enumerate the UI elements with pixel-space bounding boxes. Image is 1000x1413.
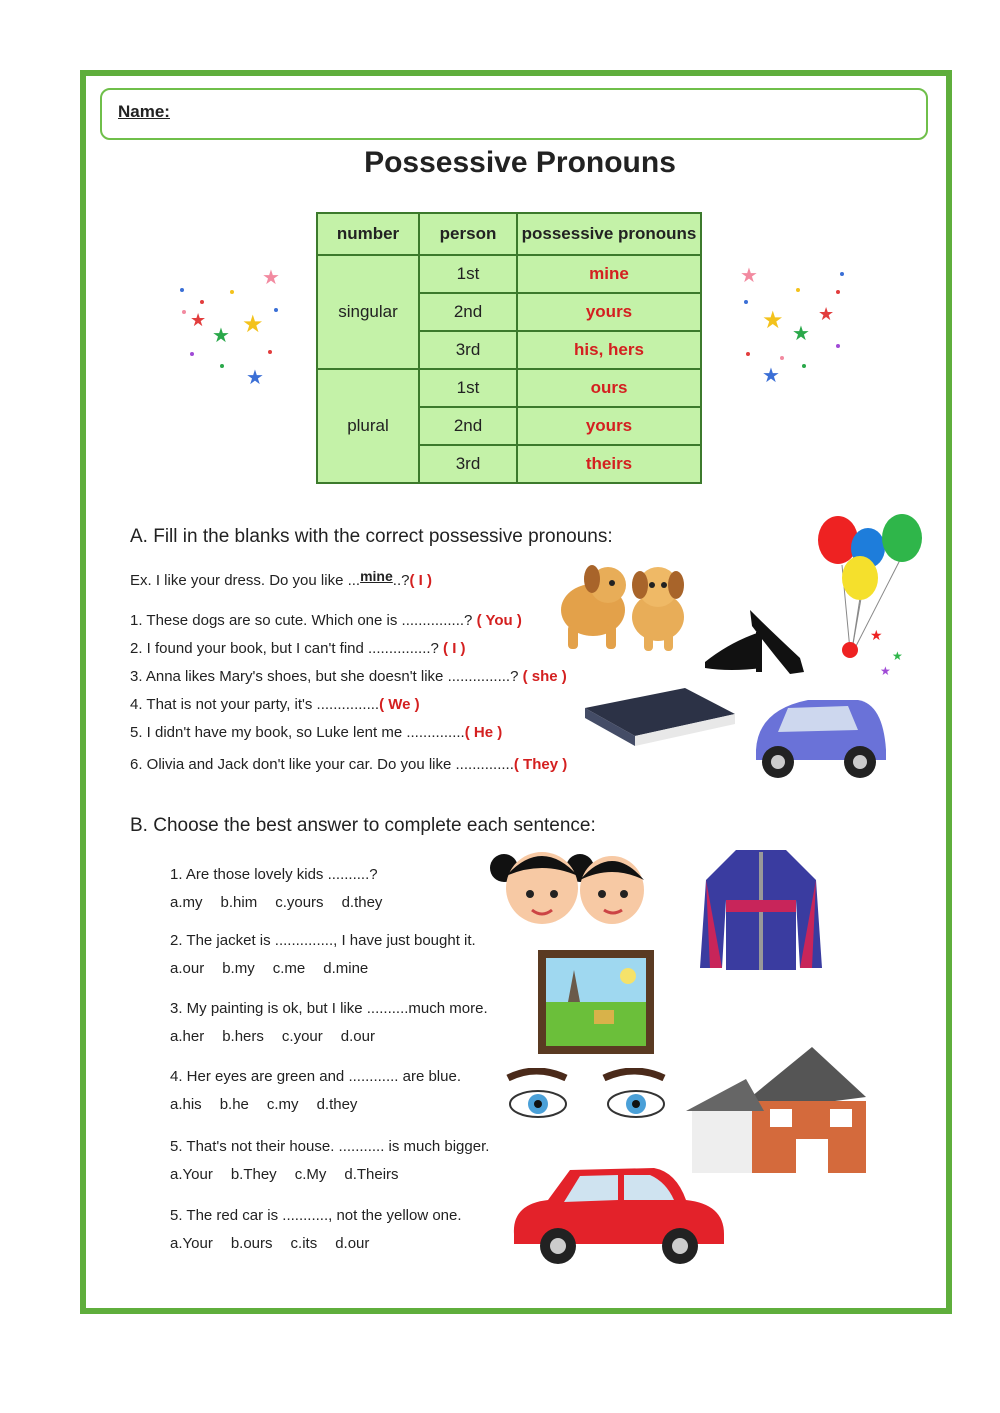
painting-picture [538,950,654,1054]
fill-item-text: 6. Olivia and Jack don't like your car. Do you like .............. [130,756,514,773]
fill-item-text: 2. I found your book, but I can't find ...............? [130,640,439,657]
pronoun-cell: theirs [517,445,701,483]
option-c[interactable]: c.My [294,1166,327,1183]
option-a[interactable]: a.her [170,1028,205,1045]
name-field[interactable] [100,88,928,140]
fill-item [130,756,567,773]
pronoun-cell: yours [517,407,701,445]
car-red-picture [508,1160,730,1268]
example-answer: mine [360,568,393,584]
mc-question: 3. My painting is ok, but I like ..........much more. [170,1000,488,1017]
svg-text:★: ★ [762,307,784,334]
option-c[interactable]: c.me [272,960,306,977]
fill-item [130,668,567,685]
pronoun-cell: yours [517,293,701,331]
car-blue-picture [748,690,893,785]
fill-item-text: 4. That is not your party, it's ............... [130,696,380,713]
fill-item [130,724,502,741]
option-a[interactable]: a.Your [170,1235,213,1252]
option-d[interactable]: d.they [341,894,383,911]
svg-text:★: ★ [246,367,264,389]
option-b[interactable]: b.They [230,1166,277,1183]
option-c[interactable]: c.its [290,1235,318,1252]
jacket-picture [696,840,826,975]
example-hint: ( I ) [409,572,432,589]
fill-item-text: 1. These dogs are so cute. Which one is ...............? [130,612,473,629]
fill-item-text: 5. I didn't have my book, so Luke lent me .............. [130,724,465,741]
option-b[interactable]: b.he [219,1096,249,1113]
mc-options [170,1235,387,1252]
person-cell: 1st [419,255,517,293]
table-header: number [317,213,419,255]
kids-picture [484,836,654,931]
option-c[interactable]: c.yours [275,894,324,911]
fill-item-hint: ( You ) [476,612,522,629]
stars-right-decoration [738,262,858,392]
fill-item-hint: ( I ) [443,640,466,657]
person-cell: 2nd [419,293,517,331]
svg-text:★: ★ [892,649,903,663]
option-b[interactable]: b.my [222,960,255,977]
option-c[interactable]: c.your [281,1028,323,1045]
mc-question: 1. Are those lovely kids ..........? [170,866,378,883]
fill-item-text: 3. Anna likes Mary's shoes, but she doesn't like ...............? [130,668,519,685]
fill-item [130,696,420,713]
person-cell: 1st [419,369,517,407]
mc-options [170,1166,417,1183]
option-a[interactable]: a.our [170,960,205,977]
option-b[interactable]: b.hers [222,1028,264,1045]
balloons-picture [810,510,930,685]
option-a[interactable]: a.my [170,894,203,911]
stars-left-decoration [172,262,292,392]
svg-text:★: ★ [762,365,780,387]
option-d[interactable]: d.our [340,1028,375,1045]
house-picture [684,1045,868,1175]
dogs-picture [548,555,698,655]
pronoun-cell: his, hers [517,331,701,369]
person-cell: 3rd [419,445,517,483]
svg-text:★: ★ [792,323,810,345]
option-d[interactable]: d.Theirs [344,1166,399,1183]
shoes-picture [700,600,815,680]
mc-options [170,1096,375,1113]
pronoun-cell: mine [517,255,701,293]
svg-text:★: ★ [212,325,230,347]
option-d[interactable]: d.they [316,1096,358,1113]
fill-item [130,640,466,657]
section-b-title: B. Choose the best answer to complete each sentence: [130,815,596,836]
svg-text:★: ★ [190,310,207,330]
mc-options [170,960,386,977]
fill-item [130,612,522,629]
option-c[interactable]: c.my [266,1096,299,1113]
option-b[interactable]: b.him [220,894,258,911]
person-cell: 2nd [419,407,517,445]
svg-text:★: ★ [242,311,264,338]
fill-item-hint: ( He ) [464,724,503,741]
mc-options [170,1028,393,1045]
svg-text:★: ★ [740,265,758,287]
svg-text:★: ★ [818,304,835,324]
mc-question: 4. Her eyes are green and ............ are blue. [170,1068,461,1085]
svg-text:★: ★ [880,664,891,678]
option-b[interactable]: b.ours [230,1235,273,1252]
option-a[interactable]: a.Your [170,1166,213,1183]
section-a-title: A. Fill in the blanks with the correct possessive pronouns: [130,526,613,547]
pronoun-table [316,212,702,484]
number-cell: plural [317,369,419,483]
fill-item-hint: ( They ) [513,756,568,773]
mc-question: 5. That's not their house. ........... is much bigger. [170,1138,490,1155]
name-label: Name: [118,102,170,121]
table-header: person [419,213,517,255]
mc-question: 2. The jacket is .............., I have just bought it. [170,932,476,949]
option-a[interactable]: a.his [170,1096,202,1113]
example-line [130,568,432,589]
eyes-picture [504,1068,669,1123]
pronoun-cell: ours [517,369,701,407]
example-tail: ..? [392,572,410,589]
mc-question: 5. The red car is ..........., not the yellow one. [170,1207,462,1224]
number-cell: singular [317,255,419,369]
option-d[interactable]: d.our [335,1235,370,1252]
svg-text:★: ★ [870,627,883,643]
example-text: Ex. I like your dress. Do you like ... [130,572,361,589]
fill-item-hint: ( she ) [522,668,567,685]
table-header: possessive pronouns [517,213,701,255]
person-cell: 3rd [419,331,517,369]
option-d[interactable]: d.mine [323,960,369,977]
svg-text:★: ★ [262,267,280,289]
page-title: Possessive Pronouns [364,146,676,179]
fill-item-hint: ( We ) [379,696,420,713]
mc-options [170,894,400,911]
book-picture [585,686,735,748]
